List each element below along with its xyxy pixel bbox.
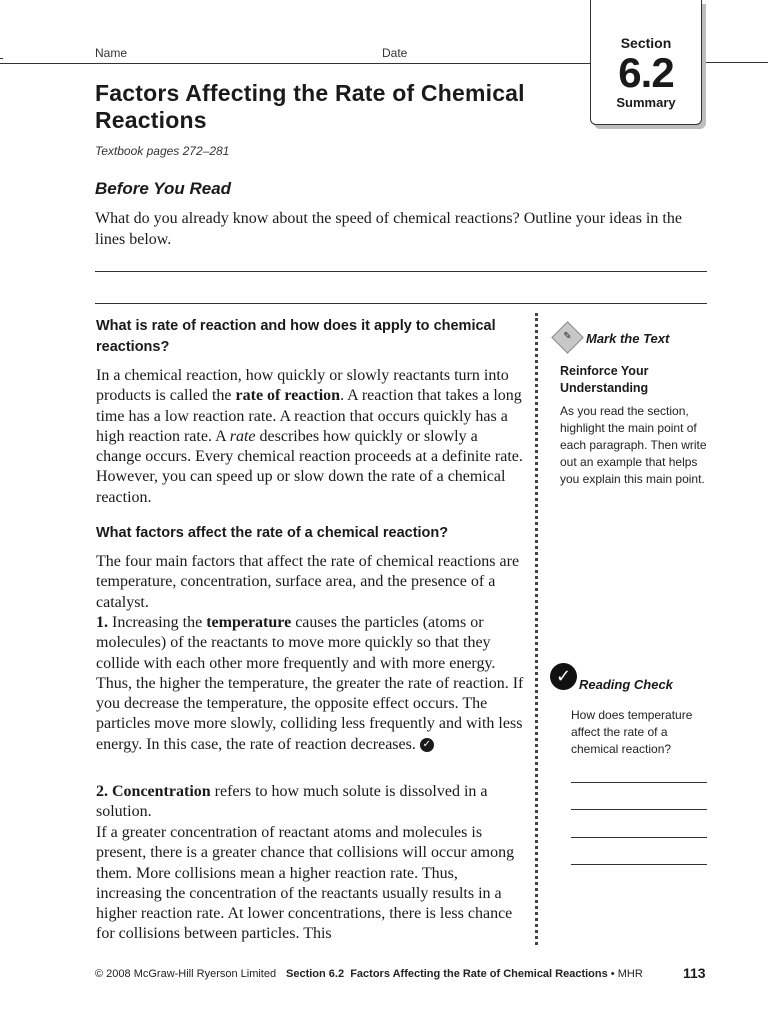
reinforce-title: Reinforce Your Understanding <box>560 364 649 395</box>
before-you-read-heading: Before You Read <box>95 179 232 198</box>
page-number: 113 <box>683 965 706 981</box>
pencil-icon: ✎ <box>563 331 572 342</box>
writing-line-2[interactable] <box>95 303 707 304</box>
mark-the-text-title: Mark the Text <box>586 331 670 346</box>
concentration-paragraph: 2. Concentration refers to how much solute is dissolved in a solution. <box>96 783 488 821</box>
reading-check-marker-icon: ✓ <box>420 738 434 752</box>
margin-tick <box>0 58 3 59</box>
concentration-detail: If a greater concentration of reactant atoms and molecules is present, there is a greater chance that collisions will occur among them. More collisions mean a higher reaction rate. Thus, increasing the concentration of the reactants usually results in a higher reaction rate. At lower concentrations, there is less chance for collisions between particles. This <box>96 824 515 943</box>
section-badge <box>590 0 702 125</box>
answer-line-1[interactable] <box>571 782 707 783</box>
section-label: Section <box>620 35 672 51</box>
header-rule <box>0 63 590 64</box>
name-label: Name <box>95 46 128 60</box>
temperature-paragraph: 1. Increasing the temperature causes the particles (atoms or molecules) of the reactants to move more quickly so that they collide with each other more frequently and with more energy. Thus, the higher the temperature, the greater the rate of reaction. If you decrease the temperature, the opposite effect occurs. The particles move more slowly, colliding less frequently and with less energy. In this case, the rate of reaction decreases. ✓ <box>96 614 524 753</box>
section-2-heading: What factors affect the rate of a chemical reaction? <box>96 525 449 541</box>
page-title: Factors Affecting the Rate of Chemical Reactions <box>95 80 525 133</box>
answer-line-3[interactable] <box>571 837 707 838</box>
header-rule-right <box>700 62 768 63</box>
section-number: 6.2 <box>618 49 674 96</box>
writing-line-1[interactable] <box>95 271 707 272</box>
reinforce-text: As you read the section, highlight the main point of each paragraph. Then write out an example that helps you explain this main point. <box>560 404 707 486</box>
before-you-read-prompt: What do you already know about the speed of chemical reactions? Outline your ideas in the lines below. <box>95 210 682 248</box>
section-2-intro: The four main factors that affect the rate of chemical reactions are temperature, concentration, surface area, and the presence of a catalyst. <box>96 553 520 611</box>
column-divider <box>535 313 538 945</box>
reading-check-title: Reading Check <box>579 677 673 692</box>
answer-line-4[interactable] <box>571 864 707 865</box>
answer-line-2[interactable] <box>571 809 707 810</box>
textbook-pages: Textbook pages 272–281 <box>95 144 230 158</box>
copyright: © 2008 McGraw-Hill Ryerson Limited <box>95 968 277 980</box>
reading-check-icon: ✓ <box>550 663 577 690</box>
section-1-paragraph: In a chemical reaction, how quickly or slowly reactants turn into products is called the rate of reaction. A reaction that takes a long time has a low reaction rate. A reaction that occurs quickly has a high reaction rate. A rate describes how quickly or slowly a change occurs. Every chemical reaction proceeds at a definite rate. However, you can speed up or slow down the rate of a chemical reaction. <box>96 367 523 506</box>
date-label: Date <box>382 46 408 60</box>
footer-section-info: Section 6.2 Factors Affecting the Rate of Chemical Reactions • MHR <box>286 968 643 980</box>
section-1-heading: What is rate of reaction and how does it apply to chemical reactions? <box>96 318 496 355</box>
reading-check-question: How does temperature affect the rate of a chemical reaction? <box>571 708 693 756</box>
summary-label: Summary <box>616 95 676 110</box>
